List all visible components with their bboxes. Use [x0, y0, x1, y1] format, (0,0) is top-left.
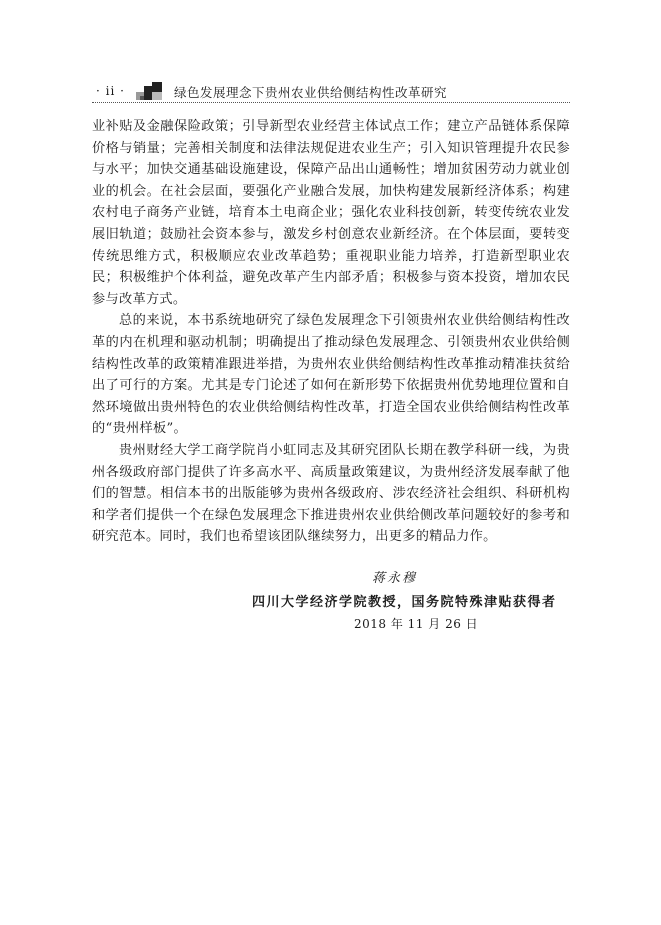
paragraph-summary: 总的来说，本书系统地研究了绿色发展理念下引领贵州农业供给侧结构性改革的内在机理和驱动机制；明确提出了推动绿色发展理念、引领贵州农业供给侧结构性改革的政策精准跟进举措，为贵州农业供给侧结构性改革推动精准扶贫给出了可行的方案。尤其是专门论述了如何在新形势下依据贵州优势地理位置和自然环境做出贵州特色的农业供给侧结构性改革，打造全国农业供给侧结构性改革的“贵州样板”。: [92, 313, 570, 437]
running-header: [92, 80, 570, 104]
paragraph-acknowledgement: 贵州财经大学工商学院肖小虹同志及其研究团队长期在教学科研一线，为贵州各级政府部门提供了许多高水平、高质量政策建议，为贵州经济发展奉献了他们的智慧。相信本书的出版能够为贵州各级政府、涉农经济社会组织、科研机构和学者们提供一个在绿色发展理念下推进贵州农业供给侧改革问题较好的参考和研究范本。同时，我们也希望该团队继续努力，出更多的精品力作。: [92, 442, 570, 545]
header-book-title: 绿色发展理念下贵州农业供给侧结构性改革研究: [174, 85, 448, 100]
paragraph-continued: 业补贴及金融保险政策；引导新型农业经营主体试点工作；建立产品链体系保障价格与销量；完善相关制度和法律法规促进农业生产；引入知识管理提升农民参与水平；加快交通基础设施建设，保障产品出山通畅性；增加贫困劳动力就业创业的机会。在社会层面，要强化产业融合发展，加快构建发展新经济体系；构建农村电子商务产业链，培育本土电商企业；强化农业科技创新，转变传统农业发展旧轨道；鼓励社会资本参与，激发乡村创意农业新经济。在个体层面，要转变传统思维方式，积极顺应农业改革趋势；重视职业能力培养，打造新型职业农民；积极维护个体利益，避免改革产生内部矛盾；积极参与资本投资，增加农民参与改革方式。: [92, 119, 570, 307]
signature-name: 蒋永穆: [372, 571, 418, 586]
header-divider: [92, 102, 570, 103]
signature-title: 四川大学经济学院教授，国务院特殊津贴获得者: [252, 595, 557, 610]
page-number: · ii ·: [96, 84, 125, 98]
signature-date: 2018 年 11 月 26 日: [354, 617, 479, 631]
checker-square-icon: [136, 82, 166, 102]
body-text: [92, 116, 570, 548]
